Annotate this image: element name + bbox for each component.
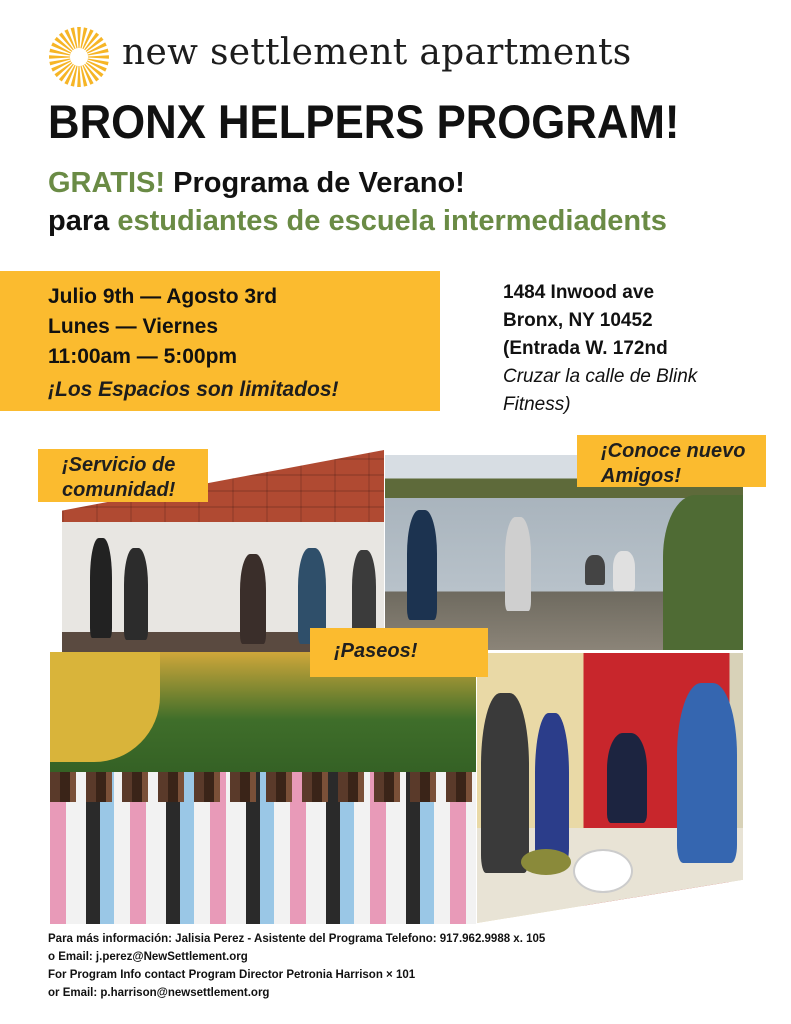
footer-line-2: o Email: j.perez@NewSettlement.org — [48, 951, 248, 963]
plate — [521, 849, 571, 875]
subtitle-line-1 — [48, 167, 465, 200]
tag-conoce — [577, 435, 766, 487]
person-silhouette — [124, 548, 148, 640]
person-silhouette — [535, 713, 569, 863]
schedule-note: ¡Los Espacios son limitados! — [48, 378, 339, 401]
address-line-1: 1484 Inwood ave — [503, 282, 655, 303]
contact-footer — [48, 930, 545, 1002]
person-silhouette — [607, 733, 647, 823]
schedule-days: Lunes — Viernes — [48, 315, 219, 338]
footer-line-3: For Program Info contact Program Director Petronia Harrison × 101 — [48, 969, 416, 981]
person-silhouette — [585, 555, 605, 585]
footer-line-1: Para más información: Jalisia Perez - Asistente del Programa Telefono: 917.962.9988 x. 105 — [48, 933, 546, 945]
person-silhouette — [240, 554, 266, 644]
person-silhouette — [90, 538, 112, 638]
person-silhouette — [677, 683, 737, 863]
bush-foliage — [663, 495, 743, 650]
tag-servicio — [38, 449, 208, 502]
kitchen-photo — [477, 653, 743, 923]
person-silhouette — [505, 517, 531, 611]
tag-servicio-line-2: comunidad! — [62, 479, 176, 501]
person-silhouette — [481, 693, 529, 873]
sun-ray — [77, 66, 81, 87]
schedule-dates: Julio 9th — Agosto 3rd — [48, 285, 278, 308]
sun-ray — [88, 55, 109, 59]
sun-ray — [77, 27, 81, 48]
org-name: new settlement apartments — [122, 32, 632, 73]
para-text: para — [48, 205, 118, 237]
page-title: BRONX HELPERS PROGRAM! — [48, 95, 680, 148]
tag-conoce-line-2: Amigos! — [601, 465, 681, 487]
sunburst-logo-icon — [48, 26, 110, 88]
programa-text: Programa de Verano! — [165, 167, 465, 199]
tag-conoce-line-1: ¡Conoce nuevo — [601, 440, 746, 462]
address-block — [503, 279, 697, 419]
footer-line-4: or Email: p.harrison@newsettlement.org — [48, 987, 270, 999]
address-line-2: Bronx, NY 10452 — [503, 310, 653, 331]
person-silhouette — [613, 551, 635, 591]
tag-servicio-line-1: ¡Servicio de — [62, 454, 176, 476]
schedule-box — [0, 271, 440, 411]
estudiantes-text: estudiantes de escuela intermediadents — [117, 205, 667, 237]
tag-paseos: ¡Paseos! — [310, 628, 488, 677]
address-line-5: Fitness) — [503, 394, 571, 415]
bowl — [573, 849, 633, 893]
address-line-4: Cruzar la calle de Blink — [503, 366, 698, 387]
group-heads — [50, 772, 476, 802]
address-line-3: (Entrada W. 172nd — [503, 338, 668, 359]
sun-ray — [49, 55, 70, 59]
group-photo — [50, 652, 476, 924]
person-silhouette — [407, 510, 437, 620]
gratis-text: GRATIS! — [48, 167, 166, 199]
schedule-hours: 11:00am — 5:00pm — [48, 345, 238, 368]
autumn-tree — [50, 652, 160, 762]
subtitle-line-2 — [48, 205, 667, 238]
